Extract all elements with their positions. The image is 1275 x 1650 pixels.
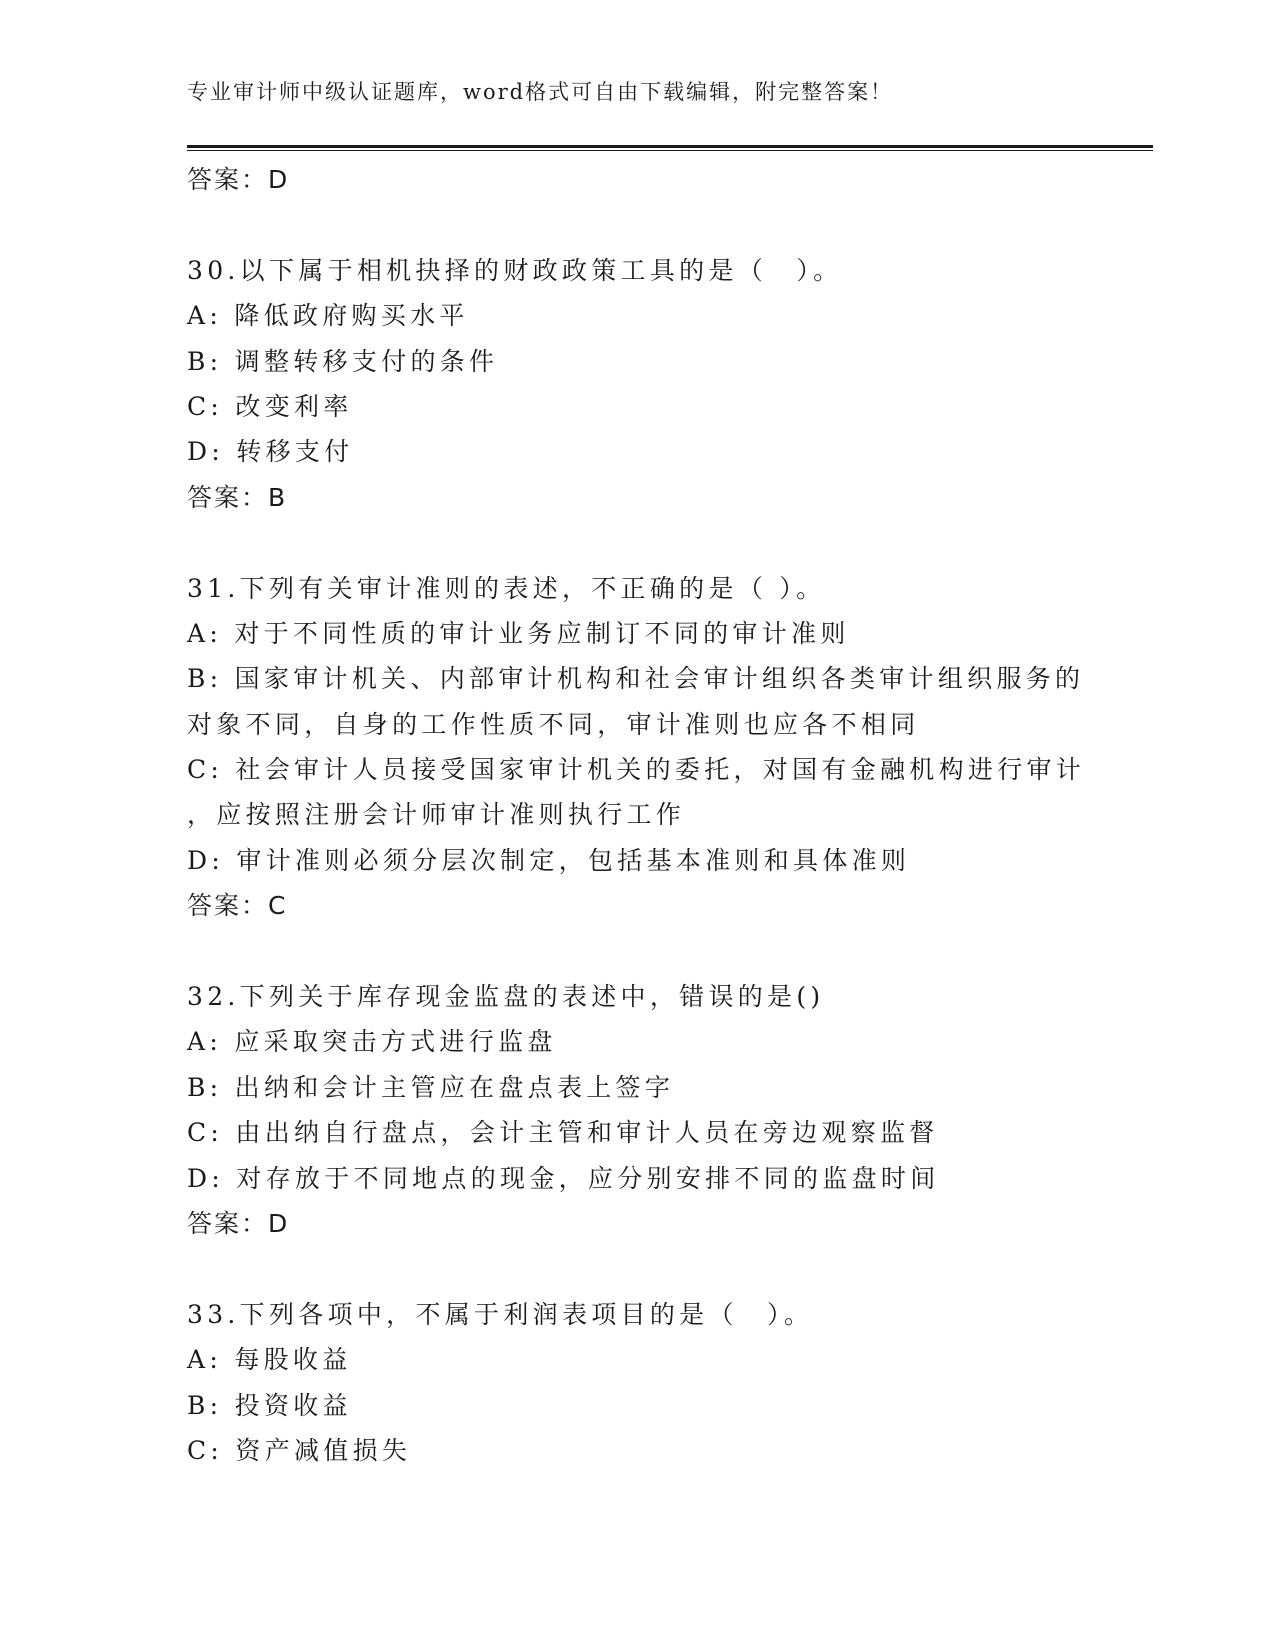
option-line: A: 应采取突击方式进行监盘 <box>187 1027 557 1057</box>
answer-line: 答案：D <box>187 1208 290 1238</box>
question-block <box>187 566 1087 929</box>
question-stem: 33.下列各项中，不属于利润表项目的是（ ）。 <box>187 1299 814 1329</box>
option-line: C: 改变利率 <box>187 391 353 421</box>
question-block <box>187 1292 1087 1474</box>
option-line: B: 调整转移支付的条件 <box>187 346 499 376</box>
option-line: C: 由出纳自行盘点，会计主管和审计人员在旁边观察监督 <box>187 1118 939 1148</box>
option-continuation: 对象不同，自身的工作性质不同，审计准则也应各不相同 <box>187 709 920 739</box>
option-line: C: 资产减值损失 <box>187 1435 412 1465</box>
option-continuation: ，应按照注册会计师审计准则执行工作 <box>187 800 686 830</box>
question-stem: 32.下列关于库存现金监盘的表述中，错误的是() <box>187 982 825 1012</box>
header-divider-thin <box>187 150 1153 151</box>
option-line: A: 每股收益 <box>187 1345 352 1375</box>
answer-line: 答案：D <box>187 165 290 194</box>
page-header: 专业审计师中级认证题库，word格式可自由下载编辑，附完整答案！ <box>187 80 894 104</box>
option-line: C: 社会审计人员接受国家审计机关的委托，对国有金融机构进行审计 <box>187 755 1086 785</box>
option-line: D: 转移支付 <box>187 437 354 467</box>
spacer <box>187 1246 1087 1291</box>
option-line: D: 审计准则必须分层次制定，包括基本准则和具体准则 <box>187 845 911 875</box>
question-block <box>187 974 1087 1246</box>
question-list <box>187 157 1087 1473</box>
answer-line: 答案：B <box>187 482 288 512</box>
option-line: A: 对于不同性质的审计业务应制订不同的审计准则 <box>187 618 850 648</box>
spacer <box>187 929 1087 974</box>
spacer <box>187 202 1087 247</box>
option-line: A: 降低政府购买水平 <box>187 301 469 331</box>
spacer <box>187 520 1087 565</box>
option-line: D: 对存放于不同地点的现金，应分别安排不同的监盘时间 <box>187 1163 940 1193</box>
header-divider <box>187 145 1153 148</box>
question-block <box>187 248 1087 520</box>
option-line: B: 投资收益 <box>187 1390 352 1420</box>
option-line: B: 出纳和会计主管应在盘点表上签字 <box>187 1072 675 1102</box>
question-stem: 30.以下属于相机抉择的财政政策工具的是（ ）。 <box>187 255 843 285</box>
option-line: B: 国家审计机关、内部审计机构和社会审计组织各类审计组织服务的 <box>187 664 1085 694</box>
answer-line: 答案：C <box>187 891 288 921</box>
question-stem: 31.下列有关审计准则的表述，不正确的是（ ）。 <box>187 573 826 603</box>
